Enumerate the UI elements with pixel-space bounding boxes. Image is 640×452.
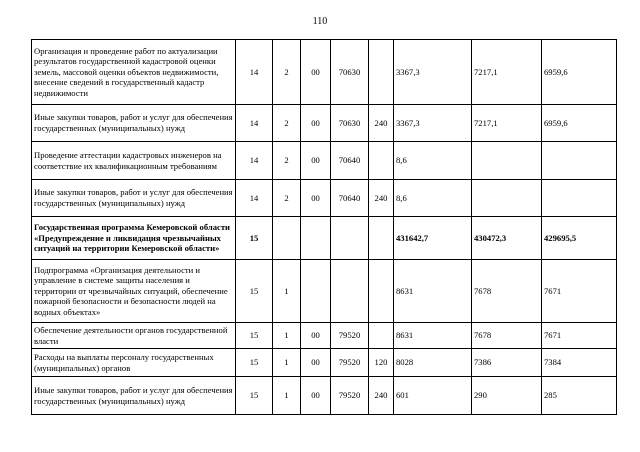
budget-table [31, 39, 617, 415]
amount-year-2: 7217,1 [472, 40, 542, 105]
amount-year-1: 8,6 [394, 180, 472, 217]
amount-year-1: 3367,3 [394, 40, 472, 105]
section-code: 15 [236, 323, 273, 349]
amount-year-2: 290 [472, 377, 542, 415]
section-code: 14 [236, 180, 273, 217]
direction-code: 70640 [331, 180, 369, 217]
subprogram-code: 2 [273, 142, 301, 180]
direction-code: 79520 [331, 377, 369, 415]
expense-type-code [369, 217, 394, 260]
table-row [32, 105, 617, 142]
subprogram-code: 2 [273, 40, 301, 105]
table-row [32, 323, 617, 349]
amount-year-2: 7217,1 [472, 105, 542, 142]
section-code: 15 [236, 217, 273, 260]
amount-year-1: 431642,7 [394, 217, 472, 260]
main-event-code: 00 [301, 180, 331, 217]
amount-year-2 [472, 180, 542, 217]
direction-code: 79520 [331, 349, 369, 377]
direction-code [331, 217, 369, 260]
section-code: 15 [236, 260, 273, 323]
direction-code: 79520 [331, 323, 369, 349]
direction-code [331, 260, 369, 323]
row-name: Иные закупки товаров, работ и услуг для обеспечения государственных (муниципальных) нужд [32, 180, 236, 217]
row-name: Обеспечение деятельности органов государственной власти [32, 323, 236, 349]
row-name: Расходы на выплаты персоналу государственных (муниципальных) органов [32, 349, 236, 377]
direction-code: 70640 [331, 142, 369, 180]
amount-year-1: 3367,3 [394, 105, 472, 142]
section-code: 15 [236, 349, 273, 377]
table-row [32, 260, 617, 323]
row-name: Подпрограмма «Организация деятельности и управление в системе защиты населения и территории от чрезвычайных ситуаций, обеспечение пожарной безопасности и безопасности людей на водных объектах» [32, 260, 236, 323]
amount-year-1: 601 [394, 377, 472, 415]
amount-year-2: 7386 [472, 349, 542, 377]
subprogram-code: 1 [273, 349, 301, 377]
amount-year-3 [542, 142, 617, 180]
expense-type-code: 240 [369, 180, 394, 217]
amount-year-1: 8028 [394, 349, 472, 377]
amount-year-2: 430472,3 [472, 217, 542, 260]
amount-year-2: 7678 [472, 260, 542, 323]
expense-type-code: 240 [369, 377, 394, 415]
direction-code: 70630 [331, 105, 369, 142]
subprogram-code: 1 [273, 377, 301, 415]
row-name: Проведение аттестации кадастровых инженеров на соответствие их квалификационным требованиям [32, 142, 236, 180]
amount-year-3: 6959,6 [542, 105, 617, 142]
expense-type-code: 120 [369, 349, 394, 377]
main-event-code: 00 [301, 142, 331, 180]
subprogram-code: 1 [273, 323, 301, 349]
main-event-code: 00 [301, 40, 331, 105]
row-name: Иные закупки товаров, работ и услуг для обеспечения государственных (муниципальных) нужд [32, 377, 236, 415]
section-code: 14 [236, 105, 273, 142]
amount-year-2: 7678 [472, 323, 542, 349]
page-number: 110 [312, 16, 328, 27]
amount-year-1: 8631 [394, 260, 472, 323]
amount-year-3: 6959,6 [542, 40, 617, 105]
expense-type-code [369, 323, 394, 349]
amount-year-3 [542, 180, 617, 217]
section-code: 14 [236, 142, 273, 180]
main-event-code [301, 260, 331, 323]
row-name: Иные закупки товаров, работ и услуг для обеспечения государственных (муниципальных) нужд [32, 105, 236, 142]
subprogram-code: 2 [273, 105, 301, 142]
subprogram-code: 2 [273, 180, 301, 217]
amount-year-3: 7384 [542, 349, 617, 377]
row-name: Государственная программа Кемеровской области «Предупреждение и ликвидация чрезвычайных ситуаций на территории Кемеровской области» [32, 217, 236, 260]
main-event-code [301, 217, 331, 260]
amount-year-3: 285 [542, 377, 617, 415]
amount-year-1: 8631 [394, 323, 472, 349]
expense-type-code [369, 142, 394, 180]
direction-code: 70630 [331, 40, 369, 105]
main-event-code: 00 [301, 323, 331, 349]
section-code: 14 [236, 40, 273, 105]
subprogram-code [273, 217, 301, 260]
row-name: Организация и проведение работ по актуализации результатов государственной кадастровой оценки земель, массовой оценки объектов недвижимости, внесение сведений в государственный кадастр недвижимости [32, 40, 236, 105]
table-row [32, 180, 617, 217]
amount-year-3: 429695,5 [542, 217, 617, 260]
subprogram-code: 1 [273, 260, 301, 323]
table-row [32, 217, 617, 260]
expense-type-code: 240 [369, 105, 394, 142]
main-event-code: 00 [301, 105, 331, 142]
table-row [32, 142, 617, 180]
table-row [32, 40, 617, 105]
main-event-code: 00 [301, 377, 331, 415]
amount-year-1: 8,6 [394, 142, 472, 180]
table-row [32, 377, 617, 415]
amount-year-3: 7671 [542, 260, 617, 323]
expense-type-code [369, 260, 394, 323]
table-row [32, 349, 617, 377]
amount-year-3: 7671 [542, 323, 617, 349]
main-event-code: 00 [301, 349, 331, 377]
expense-type-code [369, 40, 394, 105]
amount-year-2 [472, 142, 542, 180]
section-code: 15 [236, 377, 273, 415]
